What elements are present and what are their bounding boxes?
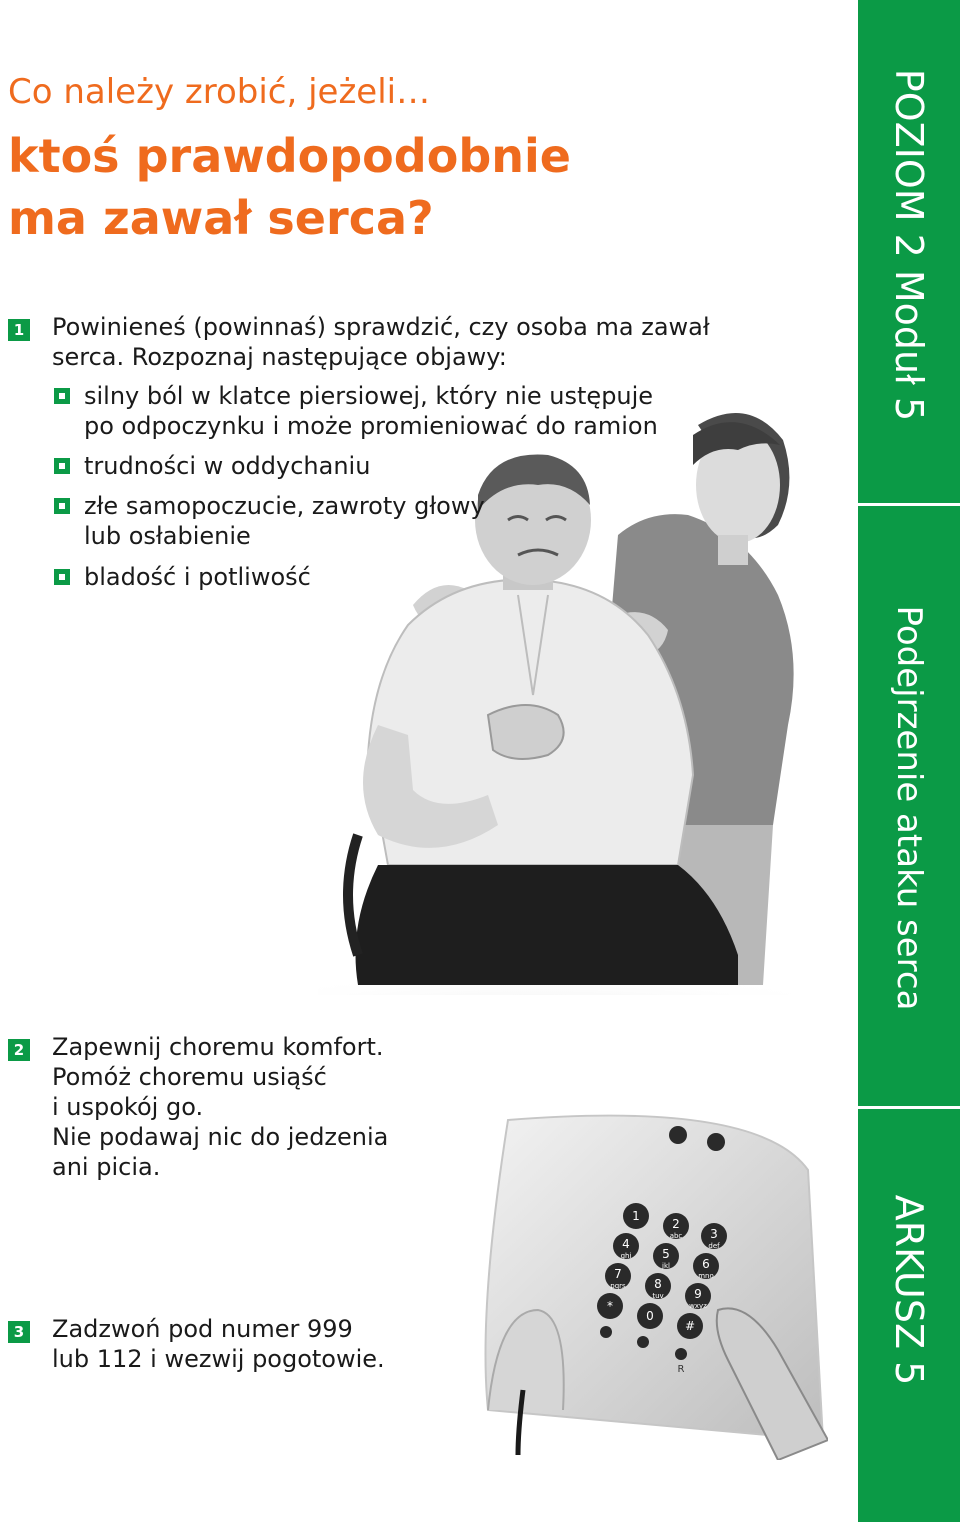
- bullet-icon: [54, 569, 70, 585]
- svg-text:def: def: [708, 1242, 720, 1250]
- phone-key-0: [637, 1303, 663, 1329]
- svg-text:abc: abc: [669, 1232, 683, 1240]
- title-line-2: ma zawał serca?: [8, 191, 434, 245]
- symptom-chest-pain: [54, 381, 658, 441]
- step-1-number: 1: [8, 319, 30, 341]
- title-line-1: ktoś prawdopodobnie: [8, 129, 571, 183]
- svg-text:pqrs: pqrs: [610, 1282, 626, 1290]
- svg-text:3: 3: [710, 1227, 718, 1241]
- sidebar-sheet: ARKUSZ 5: [887, 1194, 931, 1386]
- svg-text:*: *: [607, 1299, 613, 1313]
- step-2-line-4: Nie podawaj nic do jedzenia: [52, 1123, 389, 1151]
- pretitle: Co należy zrobić, jeżeli…: [8, 72, 431, 112]
- symptom-dizziness: [54, 491, 485, 551]
- sidebar-divider-2: [858, 1106, 960, 1109]
- svg-text:ghi: ghi: [620, 1252, 632, 1260]
- heart-attack-photo: [318, 395, 798, 995]
- symptom-4-line-1: bladość i potliwość: [84, 563, 311, 591]
- step-1-line-1: Powinieneś (powinnaś) sprawdzić, czy osoba ma zawał: [52, 313, 710, 341]
- phone-key-star: [597, 1293, 623, 1319]
- symptom-2-line-1: trudności w oddychaniu: [84, 452, 371, 480]
- svg-text:6: 6: [702, 1257, 710, 1271]
- sidebar-topic: Podejrzenie ataku serca: [889, 605, 929, 1011]
- svg-text:8: 8: [654, 1277, 662, 1291]
- step-1-text: [52, 312, 710, 372]
- symptom-pallor: [54, 562, 311, 592]
- telephone-photo: [478, 1110, 828, 1460]
- step-3-text: [52, 1314, 385, 1374]
- svg-text:2: 2: [672, 1217, 680, 1231]
- step-3-number: 3: [8, 1321, 30, 1343]
- svg-text:9: 9: [694, 1287, 702, 1301]
- step-2-text: [52, 1032, 388, 1182]
- svg-text:jkl: jkl: [662, 1262, 670, 1270]
- sidebar-divider-1: [858, 503, 960, 506]
- svg-text:wxyz: wxyz: [689, 1302, 707, 1310]
- phone-key-1: [623, 1203, 649, 1229]
- bullet-icon: [54, 498, 70, 514]
- symptom-breathing: [54, 451, 370, 481]
- bullet-icon: [54, 458, 70, 474]
- svg-text:7: 7: [614, 1267, 622, 1281]
- step-1-line-2: serca. Rozpoznaj następujące objawy:: [52, 343, 507, 371]
- symptom-1-line-2: po odpoczynku i może promieniować do ramion: [84, 412, 658, 440]
- phone-key-hash: [677, 1313, 703, 1339]
- svg-text:mno: mno: [698, 1272, 714, 1280]
- page-title: [8, 125, 571, 249]
- sidebar-level: POZIOM 2 Moduł 5: [887, 68, 931, 422]
- step-2-line-5: ani picia.: [52, 1153, 161, 1181]
- svg-text:tuv: tuv: [652, 1292, 664, 1300]
- svg-text:4: 4: [622, 1237, 630, 1251]
- svg-text:#: #: [684, 1319, 696, 1333]
- step-2-line-2: Pomóż choremu usiąść: [52, 1063, 327, 1091]
- step-2-line-3: i uspokój go.: [52, 1093, 204, 1121]
- symptom-3-line-1: złe samopoczucie, zawroty głowy: [84, 492, 485, 520]
- svg-text:0: 0: [646, 1309, 654, 1323]
- step-2-line-1: Zapewnij choremu komfort.: [52, 1033, 384, 1061]
- phone-r-label: R: [677, 1364, 685, 1375]
- bullet-icon: [54, 388, 70, 404]
- step-3-line-2: lub 112 i wezwij pogotowie.: [52, 1345, 385, 1373]
- symptom-3-line-2: lub osłabienie: [84, 522, 251, 550]
- svg-text:1: 1: [632, 1209, 640, 1223]
- step-3-line-1: Zadzwoń pod numer 999: [52, 1315, 353, 1343]
- svg-text:5: 5: [662, 1247, 670, 1261]
- step-2-number: 2: [8, 1039, 30, 1061]
- symptom-1-line-1: silny ból w klatce piersiowej, który nie ustępuje: [84, 382, 654, 410]
